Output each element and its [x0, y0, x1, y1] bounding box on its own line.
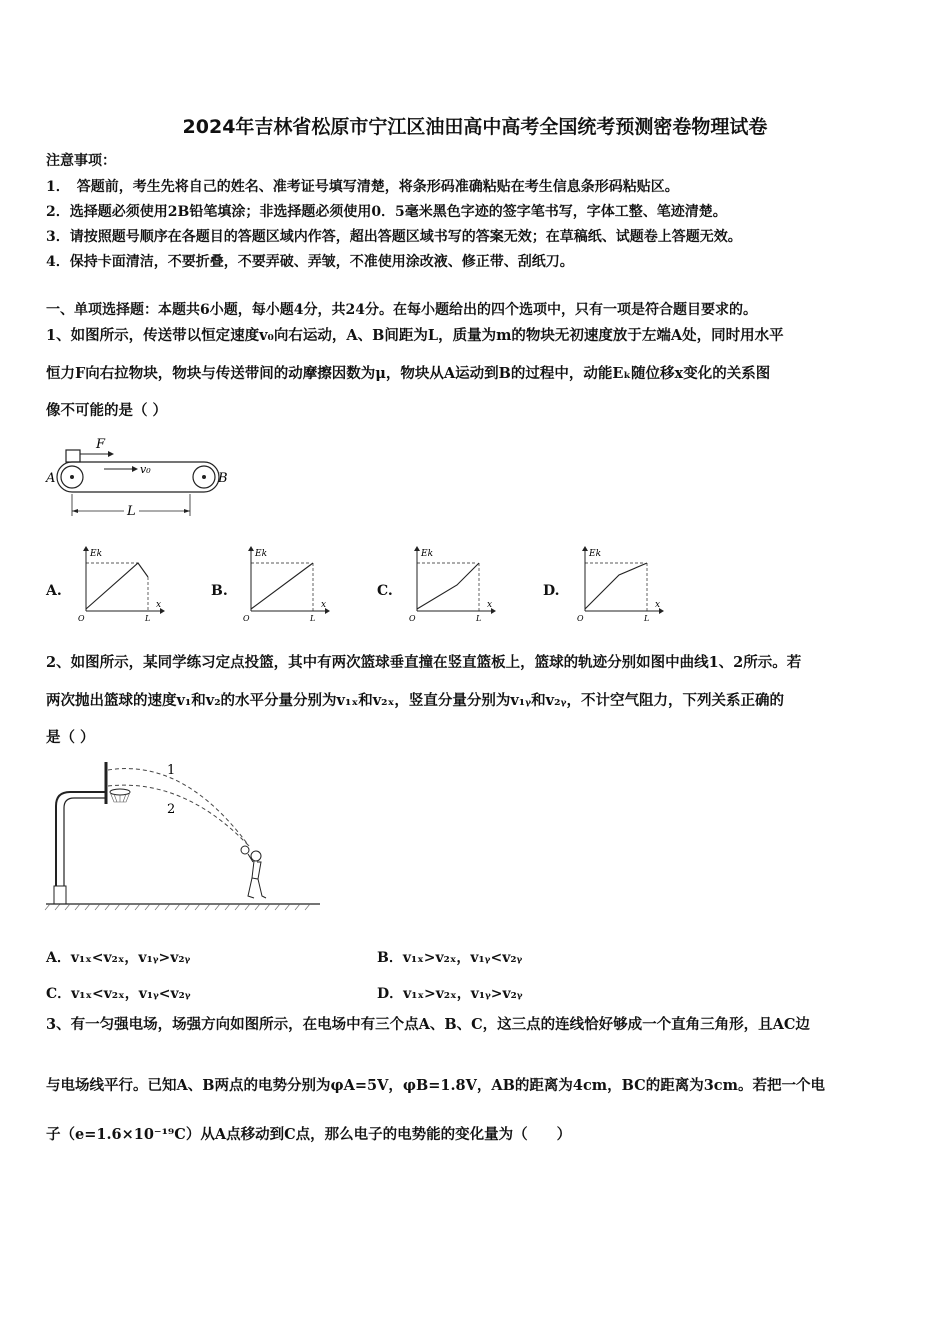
origin-label: O: [243, 614, 250, 623]
exam-title: 2024年吉林省松原市宁江区油田高中高考全国统考预测密卷物理试卷: [182, 116, 768, 138]
notice-heading: 注意事项：: [46, 153, 116, 169]
notice-item: 1． 答题前，考生先将自己的姓名、准考证号填写清楚，将条形码准确粘贴在考生信息条形码粘贴区。: [46, 179, 679, 195]
ek-axis-label: Ek: [255, 549, 268, 559]
l-tick-label: L: [644, 614, 650, 623]
q2-option-d[interactable]: D．v₁ₓ>v₂ₓ，v₁ᵧ>v₂ᵧ: [377, 986, 523, 1002]
point-b-label: B: [218, 471, 228, 486]
q1-option-a-graph[interactable]: [76, 545, 166, 625]
curve-1-label: 1: [167, 763, 176, 778]
origin-label: O: [78, 614, 85, 623]
v0-label: v₀: [140, 463, 151, 476]
q1-option-c-label[interactable]: C.: [377, 583, 393, 599]
x-axis-label: x: [487, 600, 493, 610]
q1-option-d-label[interactable]: D.: [543, 583, 560, 599]
q1-option-d-graph[interactable]: [575, 545, 665, 625]
curve-2-label: 2: [167, 802, 176, 817]
q1-option-b-label[interactable]: B.: [211, 583, 228, 599]
q3-stem-line: 与电场线平行。已知A、B两点的电势分别为φA=5V，φB=1.8V，AB的距离为4cm，BC的距离为3cm。若把一个电: [46, 1077, 825, 1094]
q2-option-c[interactable]: C．v₁ₓ<v₂ₓ，v₁ᵧ<v₂ᵧ: [46, 986, 191, 1002]
q2-option-b[interactable]: B．v₁ₓ>v₂ₓ，v₁ᵧ<v₂ᵧ: [377, 950, 523, 966]
x-axis-label: x: [321, 600, 327, 610]
ek-axis-label: Ek: [90, 549, 103, 559]
ek-axis-label: Ek: [421, 549, 434, 559]
q1-option-a-label[interactable]: A.: [46, 583, 62, 599]
q1-stem-line: 恒力F向右拉物块，物块与传送带间的动摩擦因数为μ，物块从A运动到B的过程中，动能Eₖ随位移x变化的关系图: [46, 365, 771, 382]
origin-label: O: [577, 614, 584, 623]
l-tick-label: L: [310, 614, 316, 623]
q2-option-a[interactable]: A．v₁ₓ<v₂ₓ，v₁ᵧ>v₂ᵧ: [46, 950, 191, 966]
section-heading: 一、单项选择题：本题共6小题，每小题4分，共24分。在每小题给出的四个选项中，只有一项是符合题目要求的。: [46, 302, 757, 318]
force-label: F: [96, 437, 106, 452]
length-label: L: [127, 504, 136, 519]
q1-option-b-graph[interactable]: [241, 545, 331, 625]
q3-stem-line: 子（e=1.6×10⁻¹⁹C）从A点移动到C点，那么电子的电势能的变化量为（ ）: [46, 1126, 572, 1143]
ek-axis-label: Ek: [589, 549, 602, 559]
x-axis-label: x: [156, 600, 162, 610]
q2-stem-line: 两次抛出篮球的速度v₁和v₂的水平分量分别为v₁ₓ和v₂ₓ，竖直分量分别为v₁ᵧ和v₂ᵧ，不计空气阻力，下列关系正确的: [46, 692, 784, 709]
conveyor-belt-figure: [44, 432, 234, 522]
q3-stem-line: 3、有一匀强电场，场强方向如图所示，在电场中有三个点A、B、C，这三点的连线恰好够成一个直角三角形，且AC边: [46, 1016, 810, 1033]
x-axis-label: x: [655, 600, 661, 610]
q1-option-c-graph[interactable]: [407, 545, 497, 625]
q2-stem-line: 是（ ）: [46, 729, 95, 746]
q1-stem-line: 像不可能的是（ ）: [46, 402, 168, 419]
notice-item: 2．选择题必须使用2B铅笔填涂；非选择题必须使用0．5毫米黑色字迹的签字笔书写，字体工整、笔迹清楚。: [46, 204, 727, 220]
q2-stem-line: 2、如图所示，某同学练习定点投篮，其中有两次篮球垂直撞在竖直篮板上，篮球的轨迹分别如图中曲线1、2所示。若: [46, 654, 802, 671]
l-tick-label: L: [145, 614, 151, 623]
basketball-figure: [44, 758, 324, 914]
origin-label: O: [409, 614, 416, 623]
q1-stem-line: 1、如图所示，传送带以恒定速度v₀向右运动，A、B间距为L，质量为m的物块无初速度放于左端A处，同时用水平: [46, 327, 784, 344]
notice-item: 3．请按照题号顺序在各题目的答题区域内作答，超出答题区域书写的答案无效；在草稿纸、试题卷上答题无效。: [46, 229, 742, 245]
notice-item: 4．保持卡面清洁，不要折叠，不要弄破、弄皱，不准使用涂改液、修正带、刮纸刀。: [46, 254, 574, 270]
l-tick-label: L: [476, 614, 482, 623]
point-a-label: A: [46, 471, 56, 486]
